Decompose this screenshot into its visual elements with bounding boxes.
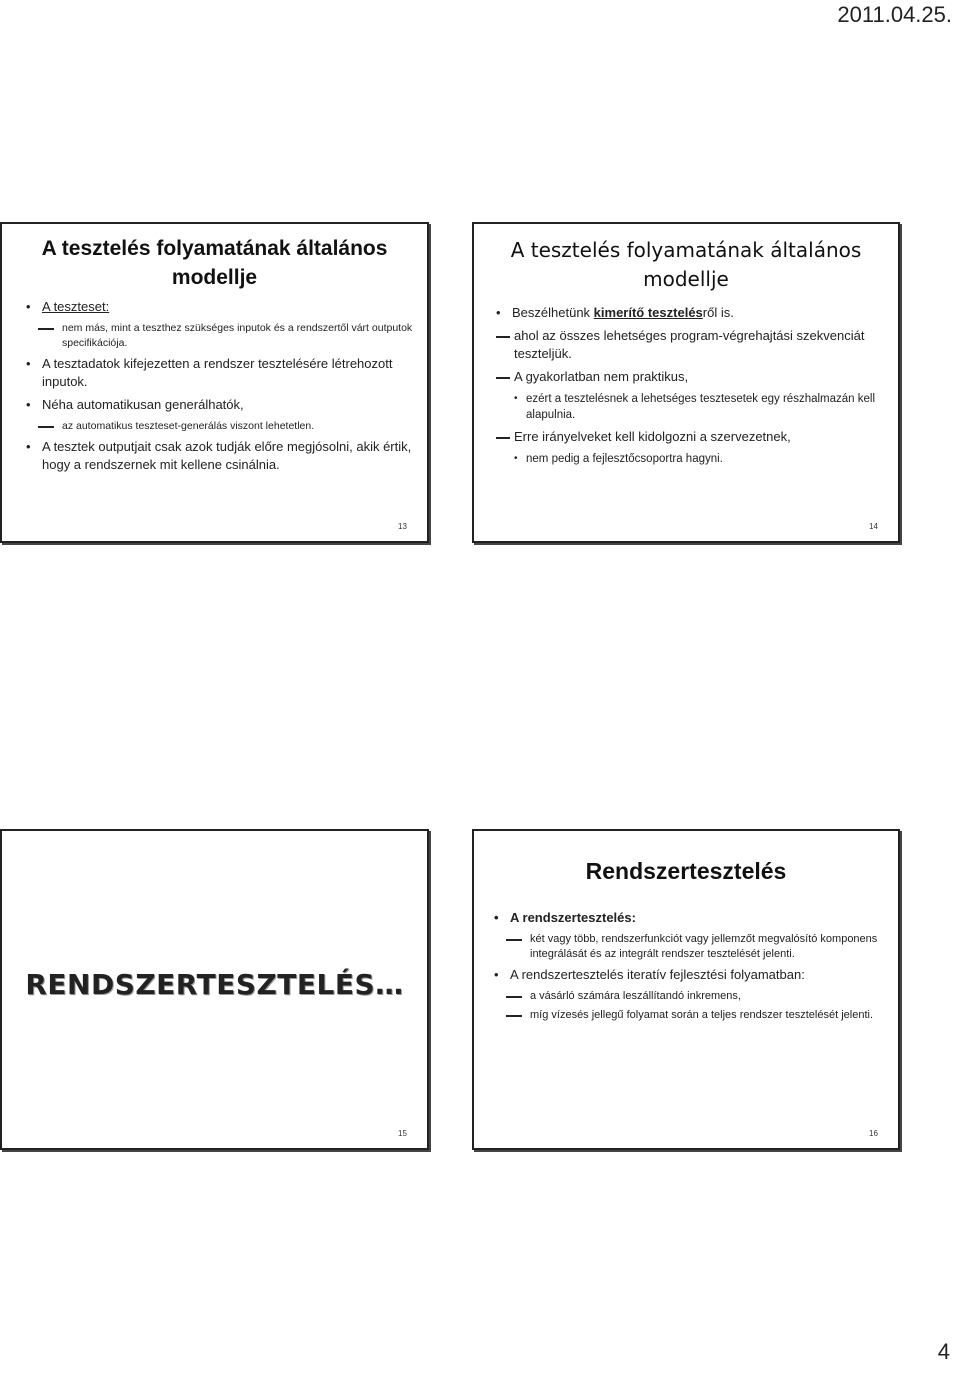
section-heading: RENDSZERTESZTELÉS… [25,968,404,1001]
slide-body [496,304,886,472]
sub-bullet [26,321,415,351]
slide-title: A tesztelés folyamatának általános modellje [41,237,388,289]
slide-number: 16 [869,1129,878,1138]
dash-item-text: Erre irányelveket kell kidolgozni a szervezetnek, [514,429,791,444]
slide-body [494,909,886,1027]
sub-bullet-text: nem más, mint a teszthez szükséges inputok és a rendszertől várt outputok specifikációja. [62,322,413,349]
sub-bullet [494,932,886,962]
sub-bullet [26,419,415,434]
dash-item-text: A gyakorlatban nem praktikus, [514,369,689,384]
dash-item-text: ahol az összes lehetséges program-végrehajtási szekvenciát teszteljük. [514,328,865,361]
slide-body [26,298,415,479]
bullet [26,298,415,316]
bullet: • Néha automatikusan generálhatók, [26,396,415,414]
bullet: • A rendszertesztelés iteratív fejlesztési folyamatban: [494,966,886,984]
sub-bullet-text: az automatikus teszteset-generálás viszont lehetetlen. [62,420,315,432]
bullet-text-end: ről is. [702,305,734,320]
sub-bullet [494,1008,886,1023]
emphasis-text: kimerítő tesztelés [593,305,703,320]
slide-13 [0,222,429,543]
slide-title: A tesztelés folyamatának általános modellje [510,238,862,291]
slide-title: Rendszertesztelés [585,858,787,884]
sub-bullet [494,989,886,1004]
bullet: • A tesztadatok kifejezetten a rendszer tesztelésére létrehozott inputok. [26,355,415,391]
dash-item [496,327,886,363]
slide-14 [472,222,900,543]
bullet-text: A teszteset: [42,299,110,314]
slide-number: 14 [869,522,878,531]
slide-15 [0,829,429,1150]
bullet-text: Beszélhetünk [512,305,594,320]
bullet: • A rendszertesztelés: [494,909,886,927]
sub-bullet: • nem pedig a fejlesztőcsoportra hagyni. [496,451,886,467]
bullet: • A tesztek outputjait csak azok tudják előre megjósolni, akik értik, hogy a rendszernek mit kellene csinálnia. [26,438,415,474]
bullet [496,304,886,322]
slide-number: 15 [398,1129,407,1138]
sub-bullet-text: két vagy több, rendszerfunkciót vagy jellemzőt megvalósító komponens integrálását és az integrált rendszer tesztelését jelenti. [530,933,878,960]
sub-bullet: • ezért a tesztelésnek a lehetséges tesztesetek egy részhalmazán kell alapulnia. [496,391,886,423]
sub-bullet-text: a vásárló számára leszállítandó inkremens, [530,990,741,1002]
dash-item [496,368,886,386]
slide-number: 13 [398,522,407,531]
slide-16 [472,829,900,1150]
page-number: 4 [937,1339,950,1364]
header-date: 2011.04.25. [837,2,952,27]
sub-bullet-text: míg vízesés jellegű folyamat során a teljes rendszer tesztelését jelenti. [530,1009,873,1021]
dash-item [496,428,886,446]
